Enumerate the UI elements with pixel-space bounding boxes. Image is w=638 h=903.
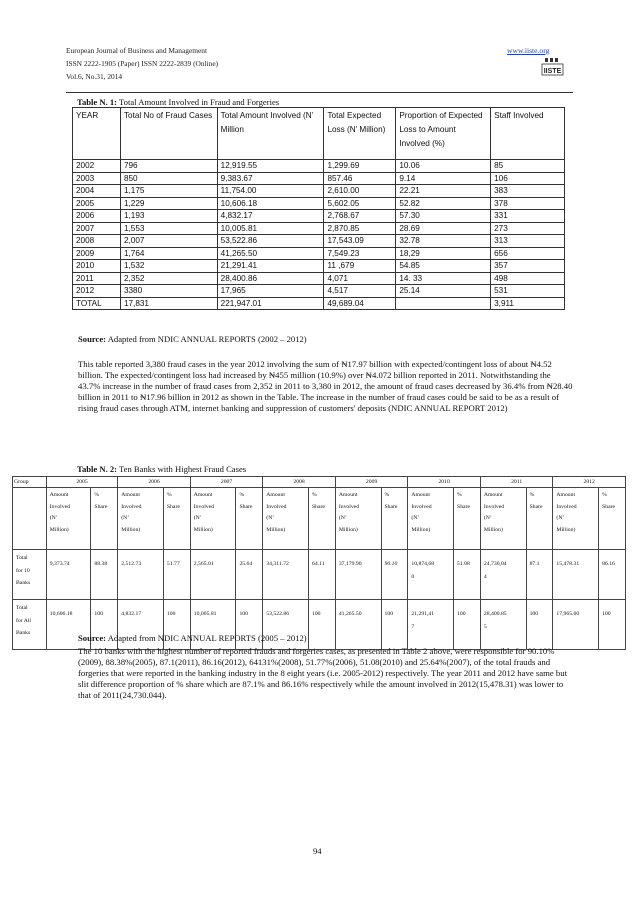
table2-cell [190,550,236,600]
table1-source: Source: Adapted from NDIC ANNUAL REPORTS (2002 – 2012) [78,334,307,344]
table1-cell: 656 [491,247,565,260]
table2-cell-line: 10,874,68 [411,561,435,567]
table2-cell-line: 34,311.72 [266,561,289,567]
table1-cell: 10.06 [396,160,491,173]
table2-cell-line: Million) [121,526,141,533]
iiste-logo-icon [541,57,564,83]
table1-cell: 10,005.81 [217,222,324,235]
table2-cell [408,600,454,650]
table2-share-header [381,488,408,550]
table2-cell-line: Involved [49,503,70,510]
table2-cell [163,550,190,600]
journal-volume: Vol.6, No.31, 2014 [66,72,123,81]
table1-cell: 4,071 [324,272,396,285]
table2-cell-line: 24,730,04 [483,561,507,567]
table2-cell-line: (N’ [411,515,420,522]
table2-cell-line: 5 [483,623,487,630]
table2-cell-line: 100 [457,611,466,617]
table2-cell-line: 100 [166,611,176,617]
paragraph-table2-discussion: The 10 banks with the highest number of reported frauds and forgeries cases, as presented in Table 2 above, were responsible for 90.10%(2009), 88.38%(2005), 87.1(2011), 86.16(2012), 64131%(2008), 51.77%(2006), 51.08(2010) and 25.64%(2007), of the total frauds and forgeries that were reported in the banking industry in the 8 eight years (i.e. 2005-2012) respectively. The year 2011 and 2012 have same but slit difference proportion of % share which are 87.1% and 86.16% respectively while the amount involved in 2012(15,478.31) was lower to that of 2011(24,730.044). [78,646,568,700]
table2-share-header [454,488,481,550]
table1-row [73,222,565,235]
table2-cell [335,600,381,650]
table2-cell-line: Share [311,503,325,510]
table2-cell-line: 41,265.50 [338,611,362,617]
table2-cell-line: (N’ [483,515,492,522]
table2-share-header [526,488,553,550]
table2-cell-line: 0 [411,573,415,580]
table2-cell-line: 28,400.85 [483,611,507,617]
table2-row [13,550,626,600]
table2-year-header: 2012 [553,477,626,488]
table1-cell: 383 [491,185,565,198]
table1-cell: 357 [491,260,565,273]
table2-cell-line: 100 [529,611,539,617]
table1-cell: 2010 [73,260,121,273]
table2-cell-line: 86.16 [602,561,615,567]
table1-row [73,185,565,198]
table2-cell-line: Amount [556,492,576,498]
table1-cell: 17,831 [120,297,217,310]
table1-cell: 3380 [120,285,217,298]
table2-cell-line: 10,005.81 [193,611,217,617]
table2-cell-line: Involved [338,503,360,510]
table1-row [73,197,565,210]
page-number: 94 [313,846,322,856]
table1-cell: TOTAL [73,297,121,310]
table2-amount-header [118,488,164,550]
table2-cell [599,550,626,600]
table2-cell-line: 10,606.18 [49,611,73,617]
table2-cell [308,550,335,600]
table2-cell-line: Involved [266,503,287,510]
table1-cell: 4,832.17 [217,210,324,223]
table1-cell: 850 [120,172,217,185]
table1-cell: 9,383.67 [217,172,324,185]
table1-cell: 313 [491,235,565,248]
table1-cell: 21,291.41 [217,260,324,273]
table2-cell-line: Total [16,605,28,611]
table1-header: Total Expected Loss (N’ Million) [324,108,396,160]
table1-row [73,235,565,248]
table1-header: Total No of Fraud Cases [120,108,217,160]
table2-cell-line: 2,512.73 [121,561,142,567]
table2-year-header: 2005 [46,477,118,488]
table1-cell: 41,265.50 [217,247,324,260]
table2-amount-header [335,488,381,550]
table1-cell: 1,553 [120,222,217,235]
table1-body [73,160,565,310]
table2-cell-line: 100 [239,611,248,617]
journal-url-link[interactable]: www.iiste.org [507,46,550,55]
header-divider [66,92,573,93]
table2-cell [526,550,553,600]
table2-cell [91,550,118,600]
table2-blank-cell [13,488,47,550]
table2-amount-header [263,488,309,550]
table2-year-header: 2008 [263,477,336,488]
table1-cell: 25.14 [396,285,491,298]
table2-amount-header [46,488,91,550]
table2-caption: Table N. 2: Ten Banks with Highest Fraud Cases [77,464,247,474]
table1-cell: 2004 [73,185,121,198]
table2-amount-header [480,488,526,550]
table1-cell: 53,522.86 [217,235,324,248]
table2-cell-line: Million) [338,526,358,533]
table2-cell-line: % [457,492,462,498]
table2-cell [381,600,408,650]
table1-cell: 2008 [73,235,121,248]
table2-cell-line: 64.11 [311,561,325,567]
table2-cell-line: Amount [49,492,69,498]
table1-cell: 57.30 [396,210,491,223]
table2-cell [454,550,481,600]
table1-cell: 7,549.23 [324,247,396,260]
table2-cell-line: 100 [384,611,394,617]
table2-cell-line: Million) [193,526,213,533]
table2-cell-line: 100 [94,611,103,617]
table2-cell-line: 88.38 [94,561,108,567]
table2-cell [480,600,526,650]
table2-share-header [599,488,626,550]
table2-cell-line: 4 [483,573,487,580]
table2-cell-line: % [166,492,172,498]
table2-cell-line: 100 [602,611,611,617]
table1-cell: 1,193 [120,210,217,223]
table2-cell-line: Share [529,503,543,510]
table2-cell-line: Share [384,503,398,510]
table2-cell [480,550,526,600]
table1-fraud-totals [72,107,565,310]
table1-cell: 378 [491,197,565,210]
table1-cell: 796 [120,160,217,173]
table2-cell-line: % [529,492,535,498]
table1-header: Staff Involved [491,108,565,160]
table2-share-header [91,488,118,550]
table2-cell-line: 15,478.31 [556,561,580,567]
table2-subheader-row [13,488,626,550]
table2-cell-line: 37,179.90 [338,561,362,567]
table2-row-label [13,550,47,600]
table2-cell-line: 4,832.17 [121,611,142,617]
table2-cell-line: (N’ [556,515,565,522]
table2-cell-line: for All [16,617,32,624]
table2-cell-line: 7 [411,623,415,630]
table1-cell: 2006 [73,210,121,223]
table1-cell: 28.69 [396,222,491,235]
table2-cell-line: Banks [16,630,31,636]
table2-cell-line: Amount [411,492,431,498]
paragraph-table1-discussion: This table reported 3,380 fraud cases in the year 2012 involving the sum of ₦17.97 billion with expected/contingent loss of about ₦4.52 billion. The expected/contingent loss had increased by ₦455 million (10.9%) over ₦4.072 billion reported in 2011. Notwithstanding the 43.7% increase in the number of fraud cases from 2,352 in 2011 to 3,380 in 2012, the amount of fraud cases decreased by 36.4% from ₦28.40 billion in 2011 to ₦17.96 billion in 2012 as shown in the Table. The increase in the number of fraud cases could be said to be as a result of rising fraud cases through ATM, internet banking and suppression of customers' deposits (NDIC ANNUAL REPORT 2012) [78,359,573,413]
table1-cell: 11,754.00 [217,185,324,198]
table2-cell-line: Amount [266,492,285,498]
table2-cell-line: 51.08 [457,561,470,567]
table2-cell [553,600,599,650]
table1-cell: 14. 33 [396,272,491,285]
table2-cell-line: Involved [483,503,505,510]
table2-cell-line: Share [457,503,470,510]
table1-row [73,160,565,173]
table1-cell: 2,870.85 [324,222,396,235]
table1-cell: 531 [491,285,565,298]
table1-caption: Table N. 1: Total Amount Involved in Fraud and Forgeries [77,97,280,107]
table1-cell: 1,764 [120,247,217,260]
table2-cell-line: % [94,492,100,498]
table2-cell-line: Amount [121,492,140,498]
table2-cell-line: 2,565.01 [193,561,214,567]
table2-cell [308,600,335,650]
table1-cell: 18,29 [396,247,491,260]
table2-cell-line: Banks [16,580,31,586]
table2-amount-header [190,488,236,550]
table1-row [73,285,565,298]
table1-cell: 12,919.55 [217,160,324,173]
table2-cell [381,550,408,600]
table2-cell-line: Amount [193,492,213,498]
table1-cell: 32.78 [396,235,491,248]
table1-cell: 1,175 [120,185,217,198]
table2-cell-line: for 10 [16,567,30,574]
table2-cell [408,550,454,600]
table2-cell [263,550,309,600]
table1-cell: 2003 [73,172,121,185]
table2-cell-line: Million) [266,526,286,533]
table2-cell [236,550,263,600]
table1-header: Proportion of Expected Loss to Amount Involved (%) [396,108,491,160]
journal-title: European Journal of Business and Management [66,46,208,55]
table2-cell [118,550,164,600]
table2-cell-line: Million) [49,526,69,533]
table2-top-banks [12,476,626,650]
table1-cell: 221,947.01 [217,297,324,310]
table2-cell [46,550,91,600]
table1-cell: 17,965 [217,285,324,298]
table1-cell: 1,229 [120,197,217,210]
table2-cell-line: 51.77 [166,561,180,567]
table2-cell [553,550,599,600]
table2-cell-line: (N’ [121,515,130,522]
table2-cell-line: 25.64 [239,561,253,567]
journal-issn: ISSN 2222-1905 (Paper) ISSN 2222-2839 (Online) [66,59,219,68]
table2-cell-line: 87.1 [529,561,540,567]
table2-cell-line: 53,522.86 [266,611,290,617]
table2-cell [526,600,553,650]
table2-cell-line: Involved [121,503,142,510]
table1-cell: 2,352 [120,272,217,285]
table1-row [73,297,565,310]
table1-cell: 11 ,679 [324,260,396,273]
table1-cell [396,297,491,310]
table2-cell-line: (N’ [49,515,58,522]
table1-cell: 22.21 [396,185,491,198]
table1-cell: 17,543.09 [324,235,396,248]
table1-row [73,172,565,185]
svg-text:IISTE: IISTE [543,68,562,75]
table2-cell-line: Amount [338,492,358,498]
table2-cell-line: 90.10 [384,561,398,567]
table1-row [73,247,565,260]
table2-cell-line: Share [239,503,253,510]
table1-cell: 10,606.18 [217,197,324,210]
table2-cell-line: % [602,492,607,498]
table2-share-header [236,488,263,550]
table2-amount-header [553,488,599,550]
table2-cell-line: Amount [483,492,503,498]
table1-cell: 857.46 [324,172,396,185]
table2-row-label [13,600,47,650]
table2-cell-line: % [311,492,317,498]
table2-cell [454,600,481,650]
table2-cell-line: % [239,492,245,498]
table1-cell: 9.14 [396,172,491,185]
table1-cell: 273 [491,222,565,235]
table2-cell-line: 17,965.00 [556,611,580,617]
table2-year-header: 2009 [335,477,408,488]
table2-cell [335,550,381,600]
table2-cell [599,600,626,650]
table1-cell: 28,400.86 [217,272,324,285]
table2-group-header: Group [13,477,47,488]
table2-cell-line: 21,291,41 [411,611,435,617]
table2-cell-line: 100 [311,611,321,617]
table2-cell-line: Involved [411,503,432,510]
table1-header-row [73,108,565,160]
table2-cell-line: Total [16,555,28,561]
table2-cell-line: (N’ [338,515,347,522]
table2-body [13,477,626,650]
table2-cell-line: Share [94,503,108,510]
table1-cell: 49,689.04 [324,297,396,310]
table1-cell: 1,532 [120,260,217,273]
table1-cell: 106 [491,172,565,185]
table2-cell-line: Involved [556,503,577,510]
table1-cell: 85 [491,160,565,173]
table1-cell: 2005 [73,197,121,210]
table2-year-row [13,477,626,488]
table2-year-header: 2010 [408,477,481,488]
table1-cell: 54.85 [396,260,491,273]
table2-year-header: 2011 [480,477,553,488]
table1-cell: 2012 [73,285,121,298]
table2-cell-line: Share [166,503,180,510]
table1-cell: 5,602.05 [324,197,396,210]
table2-share-header [163,488,190,550]
table1-cell: 2011 [73,272,121,285]
table2-cell-line: Million) [556,526,576,533]
table1-cell: 1,299.69 [324,160,396,173]
table2-cell-line: (N’ [193,515,202,522]
table1-row [73,260,565,273]
table1-cell: 4,517 [324,285,396,298]
table2-source: Source: Adapted from NDIC ANNUAL REPORTS (2005 – 2012) [78,633,307,643]
table1-cell: 331 [491,210,565,223]
table2-year-header: 2006 [118,477,190,488]
table1-cell: 2,610.00 [324,185,396,198]
table1-cell: 2,007 [120,235,217,248]
table2-cell-line: Share [602,503,616,510]
table1-row [73,210,565,223]
table2-cell-line: % [384,492,390,498]
table1-cell: 2002 [73,160,121,173]
table1-cell: 498 [491,272,565,285]
table1-header: YEAR [73,108,121,160]
table1-cell: 3,911 [491,297,565,310]
table1-cell: 2007 [73,222,121,235]
table1-cell: 2009 [73,247,121,260]
table2-year-header: 2007 [190,477,263,488]
table2-cell-line: Million) [483,526,503,533]
table2-share-header [308,488,335,550]
table2-cell-line: (N’ [266,515,275,522]
iiste-logo [541,57,564,83]
table2-cell-line: Involved [193,503,214,510]
table2-cell-line: 9,373.74 [49,561,70,567]
table1-cell: 2,768.67 [324,210,396,223]
table1-row [73,272,565,285]
table1-cell: 52.82 [396,197,491,210]
table2-cell-line: Million) [411,526,431,533]
table1-header: Total Amount Involved (N’ Million [217,108,324,160]
table2-amount-header [408,488,454,550]
